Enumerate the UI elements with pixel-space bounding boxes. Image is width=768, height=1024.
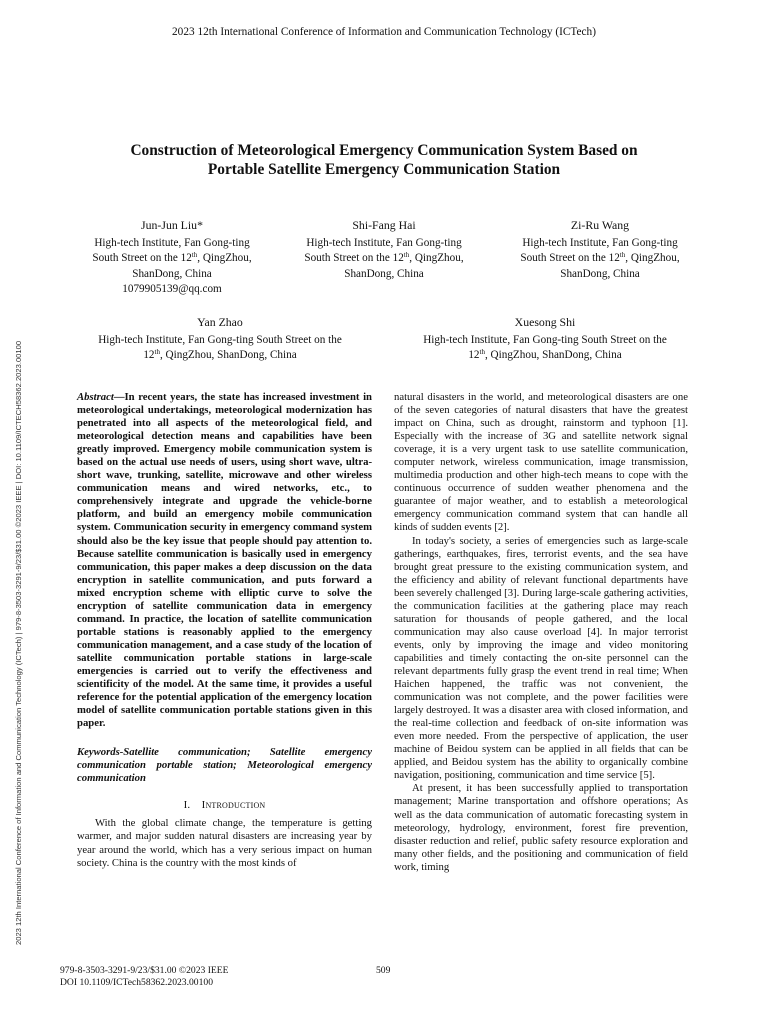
author-block-4 bbox=[80, 315, 360, 364]
abstract-label: Abstract bbox=[77, 391, 114, 403]
author-affiliation: ShanDong, China bbox=[132, 267, 212, 280]
author-affiliation: High-tech Institute, Fan Gong-ting bbox=[94, 236, 250, 249]
section-heading-introduction: I. Introduction bbox=[183, 799, 266, 812]
intro-paragraph: With the global climate change, the temperature is getting warmer, and major sudden natural disasters are increasing year by year around the world, which has a very serious impact on human society. China is the country with the most kinds of bbox=[77, 817, 372, 869]
author-affiliation: High-tech Institute, Fan Gong-ting bbox=[522, 236, 678, 249]
author-email: 1079905139@qq.com bbox=[122, 283, 222, 296]
author-block-2 bbox=[274, 218, 494, 282]
body-paragraph: natural disasters in the world, and meteorological disasters are one of the seven categories of natural disasters that have the greatest impact on China, such as drought, rainstorm and typhoon [1]. Especially with the increase of 3G and satellite network signal coverage, it is a very urgent task to use satellite communication, computer network, wireless communication, image transmission, multimedia production and other high-tech means to cope with the continuous occurrence of sudden weather phenomena and the guarantee of major weather, and to establish a meteorological emergency communication command system that can handle all kinds of sudden events [2]. bbox=[394, 391, 688, 534]
author-name: Xuesong Shi bbox=[514, 315, 576, 329]
body-paragraph: In today's society, a series of emergencies such as large-scale gatherings, earthquakes, fires, terrorist events, and the sea have brought great pressure to the existing communication system, and the efficiency and ability of relevant functional departments have been severely challenged [3]. During large-scale gathering activities, the communication facilities at the gathering place may reach saturation for thousands of people gathered, and the local communication may also cause overload [4]. In major terrorist events, only by improving the image and video monitoring capabilities and timely contacting the on-site personnel can the relevant departments fully grasp the event trend in real time; When Haichen happened, the traffic was not convenient, the communication was not complete, and the power facilities were largely destroyed. It was a disaster area with closed information, and the real-time collection and feedback of on-site information was even more needed. From the perspective of application, the user machine of Beidou system can be applied in all fields that can be applied, and Beidou system has the ability to organically combine navigation, positioning, communication and time service [5]. bbox=[394, 534, 688, 782]
abstract-text: —In recent years, the state has increased investment in meteorological undertakings, meteorological modernization has penetrated into all aspects of the meteorological field, and meteorological detection means and capabilities have been greatly improved. Emergency mobile communication system is based on the actual use needs of users, using short wave, ultra-short wave, trunking, satellite, microwave and other wireless communication means and wired networks, etc., to comprehensively integrate and upgrade the vehicle-borne platform, and build an emergency mobile communication system. Communication security in emergency command system should also be the key issue that people should pay attention to. Because satellite communication is basically used in emergency communication, this paper makes a deep discussion on the data encryption in satellite communication, and puts forward a mixed encryption scheme with elliptic curve to solve the encryption of satellite communication data in emergency command. In practice, the location of satellite communication portable stations is reasonably applied to the emergency communication management, and a case study of the location of satellite communication portable stations in large-scale emergencies is carried out to verify the effectiveness and scientificity of the model. At the same time, it provides a useful reference for the potential application of the emergency location model of satellite communication portable stations given in this paper. bbox=[77, 391, 372, 730]
author-name: Zi-Ru Wang bbox=[570, 218, 630, 232]
author-name: Yan Zhao bbox=[197, 315, 243, 329]
author-name: Jun-Jun Liu* bbox=[141, 218, 203, 232]
author-affiliation: High-tech Institute, Fan Gong-ting bbox=[306, 236, 462, 249]
footer-copyright bbox=[60, 965, 229, 988]
author-affiliation: 12th, QingZhou, ShanDong, China bbox=[143, 348, 297, 362]
side-citation-strip: 2023 12th International Conference of Information and Communication Technology (ICTech) | 979-8-3503-3291-9/23/$31.00 ©2023 IEEE | DOI: 10.1109/ICTECH58362.2023.00100 bbox=[14, 340, 23, 945]
author-affiliation: South Street on the 12th, QingZhou, bbox=[304, 251, 464, 265]
author-name: Shi-Fang Hai bbox=[352, 218, 416, 232]
author-affiliation: High-tech Institute, Fan Gong-ting South Street on the bbox=[423, 333, 667, 346]
left-column bbox=[77, 391, 372, 870]
paper-title bbox=[90, 141, 678, 179]
author-affiliation: ShanDong, China bbox=[560, 267, 640, 280]
author-block-1 bbox=[62, 218, 282, 298]
author-block-3 bbox=[490, 218, 710, 282]
footer-isbn: 979-8-3503-3291-9/23/$31.00 ©2023 IEEE bbox=[60, 965, 229, 976]
right-column bbox=[394, 391, 688, 874]
abstract bbox=[77, 391, 372, 730]
author-affiliation: High-tech Institute, Fan Gong-ting South Street on the bbox=[98, 333, 342, 346]
author-block-5 bbox=[405, 315, 685, 364]
author-affiliation: South Street on the 12th, QingZhou, bbox=[92, 251, 252, 265]
body-paragraph: At present, it has been successfully applied to transportation management; Marine transportation and offshore operations; As well as the data communication of automatic forecasting system in meteorology, hydrology, environment, forest fire prevention, disaster reduction and relief, public safety resource exploration and many other fields, and the positioning and communication of field work, timing bbox=[394, 782, 688, 873]
page-number: 509 bbox=[376, 965, 391, 976]
title-line-2: Portable Satellite Emergency Communication Station bbox=[207, 161, 561, 178]
author-affiliation: 12th, QingZhou, ShanDong, China bbox=[468, 348, 622, 362]
author-affiliation: ShanDong, China bbox=[344, 267, 424, 280]
footer-doi: DOI 10.1109/ICTech58362.2023.00100 bbox=[60, 976, 213, 988]
author-affiliation: South Street on the 12th, QingZhou, bbox=[520, 251, 680, 265]
conference-header: 2023 12th International Conference of Information and Communication Technology (ICTech) bbox=[172, 26, 596, 38]
keywords: Keywords-Satellite communication; Satellite emergency communication portable station; Meteorological emergency communication bbox=[77, 746, 372, 785]
title-line-1: Construction of Meteorological Emergency Communication System Based on bbox=[130, 142, 638, 159]
